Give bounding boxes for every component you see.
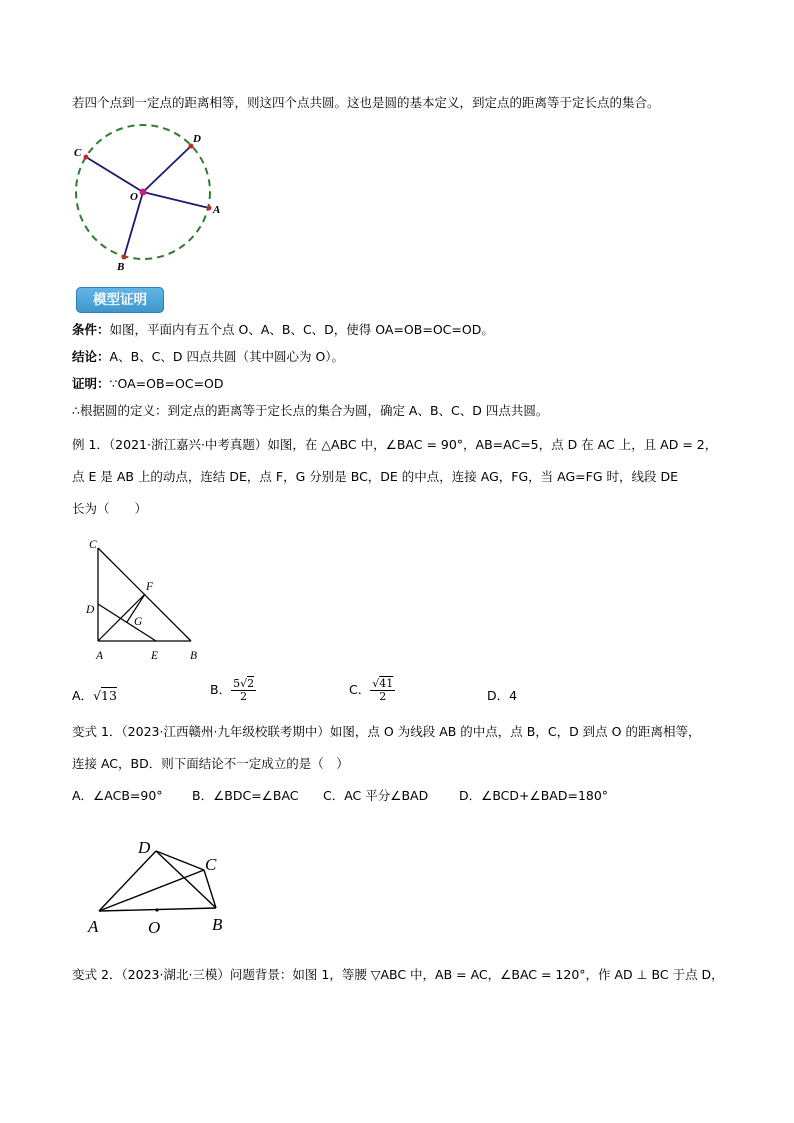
ex1-option-a[interactable]: A．√13 — [72, 688, 117, 703]
quad-label-a: A — [88, 917, 99, 936]
conclusion-label: 结论： — [72, 349, 110, 364]
label-o: O — [130, 191, 138, 203]
tri-label-a: A — [96, 650, 104, 662]
quad-label-b: B — [212, 915, 223, 934]
label-b: B — [117, 261, 125, 273]
tri-label-c: C — [89, 539, 97, 551]
point-o-midpoint — [155, 908, 158, 911]
option-a-radicand: 13 — [101, 688, 117, 703]
ex1-line2: 点 E 是 AB 上的动点，连结 DE，点 F，G 分别是 BC，DE 的中点，连接 AG，FG，当 AG=FG 时，线段 DE — [72, 469, 678, 484]
condition-label: 条件： — [72, 322, 110, 337]
condition-text: 如图，平面内有五个点 O、A、B、C、D，使得 OA=OB=OC=OD。 — [109, 322, 494, 337]
ex1-option-c[interactable]: C． $\frac{√41}{2}$ — [349, 677, 394, 703]
label-c: C — [74, 147, 82, 159]
quad-label-c: C — [205, 855, 217, 874]
ex1-line3: 长为（ ） — [72, 501, 148, 516]
tri-label-b: B — [190, 650, 198, 662]
var1-option-a[interactable]: A．∠ACB=90° — [72, 788, 163, 803]
tri-label-f: F — [146, 581, 154, 593]
conclusion-text: A、B、C、D 四点共圆（其中圆心为 O）。 — [109, 349, 345, 364]
var1-option-c[interactable]: C．AC 平分∠BAD — [323, 788, 429, 803]
quad-label-o: O — [148, 918, 161, 937]
option-b-fraction: $\frac{5√2}{2}$ — [233, 677, 255, 703]
option-c-fraction: $\frac{√41}{2}$ — [372, 677, 394, 703]
var1-line1: 变式 1．（2023·江西赣州·九年级校联考期中）如图，点 O 为线段 AB 的中点，点 B，C，D 到点 O 的距离相等， — [72, 724, 701, 739]
intro-text: 若四个点到一定点的距离相等，则这四个点共圆。这也是圆的基本定义，到定点的距离等于定长点的集合。 — [72, 95, 660, 110]
tri-label-d: D — [86, 604, 95, 616]
label-d: D — [193, 133, 201, 145]
proof-label: 证明： — [72, 376, 110, 391]
tri-label-e: E — [151, 650, 159, 662]
ex1-line1: 例 1．（2021·浙江嘉兴·中考真题）如图，在 △ABC 中，∠BAC = 90°，AB=AC=5，点 D 在 AC 上，且 AD = 2， — [72, 437, 718, 452]
var1-option-b[interactable]: B．∠BDC=∠BAC — [192, 788, 299, 803]
var1-line2: 连接 AC，BD．则下面结论不一定成立的是（ ） — [72, 756, 349, 771]
var2-line1: 变式 2．（2023·湖北·三模）问题背景：如图 1，等腰 ▽ABC 中，AB = AC，∠BAC = 120°，作 AD ⊥ BC 于点 D， — [72, 967, 724, 982]
quad-label-d: D — [138, 838, 151, 857]
proof-text: ∵OA=OB=OC=OD — [109, 376, 224, 391]
therefore-line: ∴根据圆的定义：到定点的距离等于定长点的集合为圆，确定 A、B、C、D 四点共圆。 — [72, 403, 549, 418]
ex1-option-b[interactable]: B． $\frac{5√2}{2}$ — [210, 677, 255, 703]
ex1-option-d[interactable]: D．4 — [487, 688, 518, 703]
label-a: A — [213, 204, 221, 216]
var1-option-d[interactable]: D．∠BCD+∠BAD=180° — [459, 788, 609, 803]
model-proof-badge: 模型证明 — [76, 287, 164, 313]
tri-label-g: G — [134, 616, 143, 628]
